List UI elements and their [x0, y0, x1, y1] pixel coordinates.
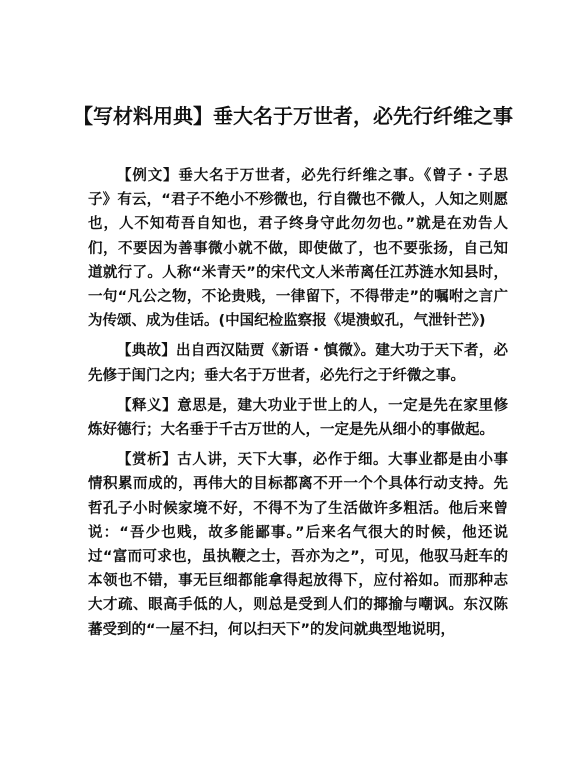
section-tag-example: 【例文】 [117, 168, 179, 184]
section-tag-appreciation: 【赏析】 [117, 452, 178, 469]
page-title: 【写材料用典】垂大名于万世者，必先行纤维之事 [73, 104, 513, 128]
paragraph-appreciation [88, 448, 508, 642]
paragraph-text-example: 垂大名于万世者，必先行纤维之事。《曾子・子思子》有云，“君子不绝小不殄微也，行自微也不微人，人知之则愿也，人不知苟吾自知也，君子终身守此勿勿也。”就是在劝告人们，不要因为善事微小就不做，即使做了，也不要张扬，自己知道就行了。人称“米青天”的宋代文人米芾离任江苏涟水知县时，一句“凡公之物，不论贵贱，一律留下，不得带走”的嘱咐之言广为传颂、成为佳话。(中国纪检监察报《堤溃蚁孔，气泄针芒》) [88, 168, 509, 330]
paragraph-text-appreciation: 古人讲，天下大事，必作于细。大事业都是由小事情积累而成的，再伟大的目标都离不开一个个具体行动支持。先哲孔子小时候家境不好，不得不为了生活做许多粗活。他后来曾说：“吾少也贱，故多能鄙事。”后来名气很大的时候，他还说过“富而可求也，虽执鞭之士，吾亦为之”，可见，他驭马赶车的本领也不错，事无巨细都能拿得起放得下，应付裕如。而那种志大才疏、眼高手低的人，则总是受到人们的揶揄与嘲讽。东汉陈蕃受到的“一屋不扫，何以扫天下”的发问就典型地说明， [88, 452, 509, 638]
paragraph-text-meaning: 意思是，建大功业于世上的人，一定是先在家里修炼好德行；大名垂于千古万世的人，一定是先从细小的事做起。 [88, 397, 509, 439]
section-tag-allusion: 【典故】 [117, 343, 177, 360]
paragraph-allusion [88, 339, 508, 387]
section-tag-meaning: 【释义】 [117, 397, 178, 414]
paragraph-example [88, 164, 508, 333]
document-body [88, 164, 508, 648]
paragraph-meaning [88, 394, 508, 442]
paragraph-text-allusion: 出自西汉陆贾《新语・慎微》。建大功于天下者，必先修于闺门之内；垂大名于万世者，必先行之于纤微之事。 [88, 343, 509, 384]
